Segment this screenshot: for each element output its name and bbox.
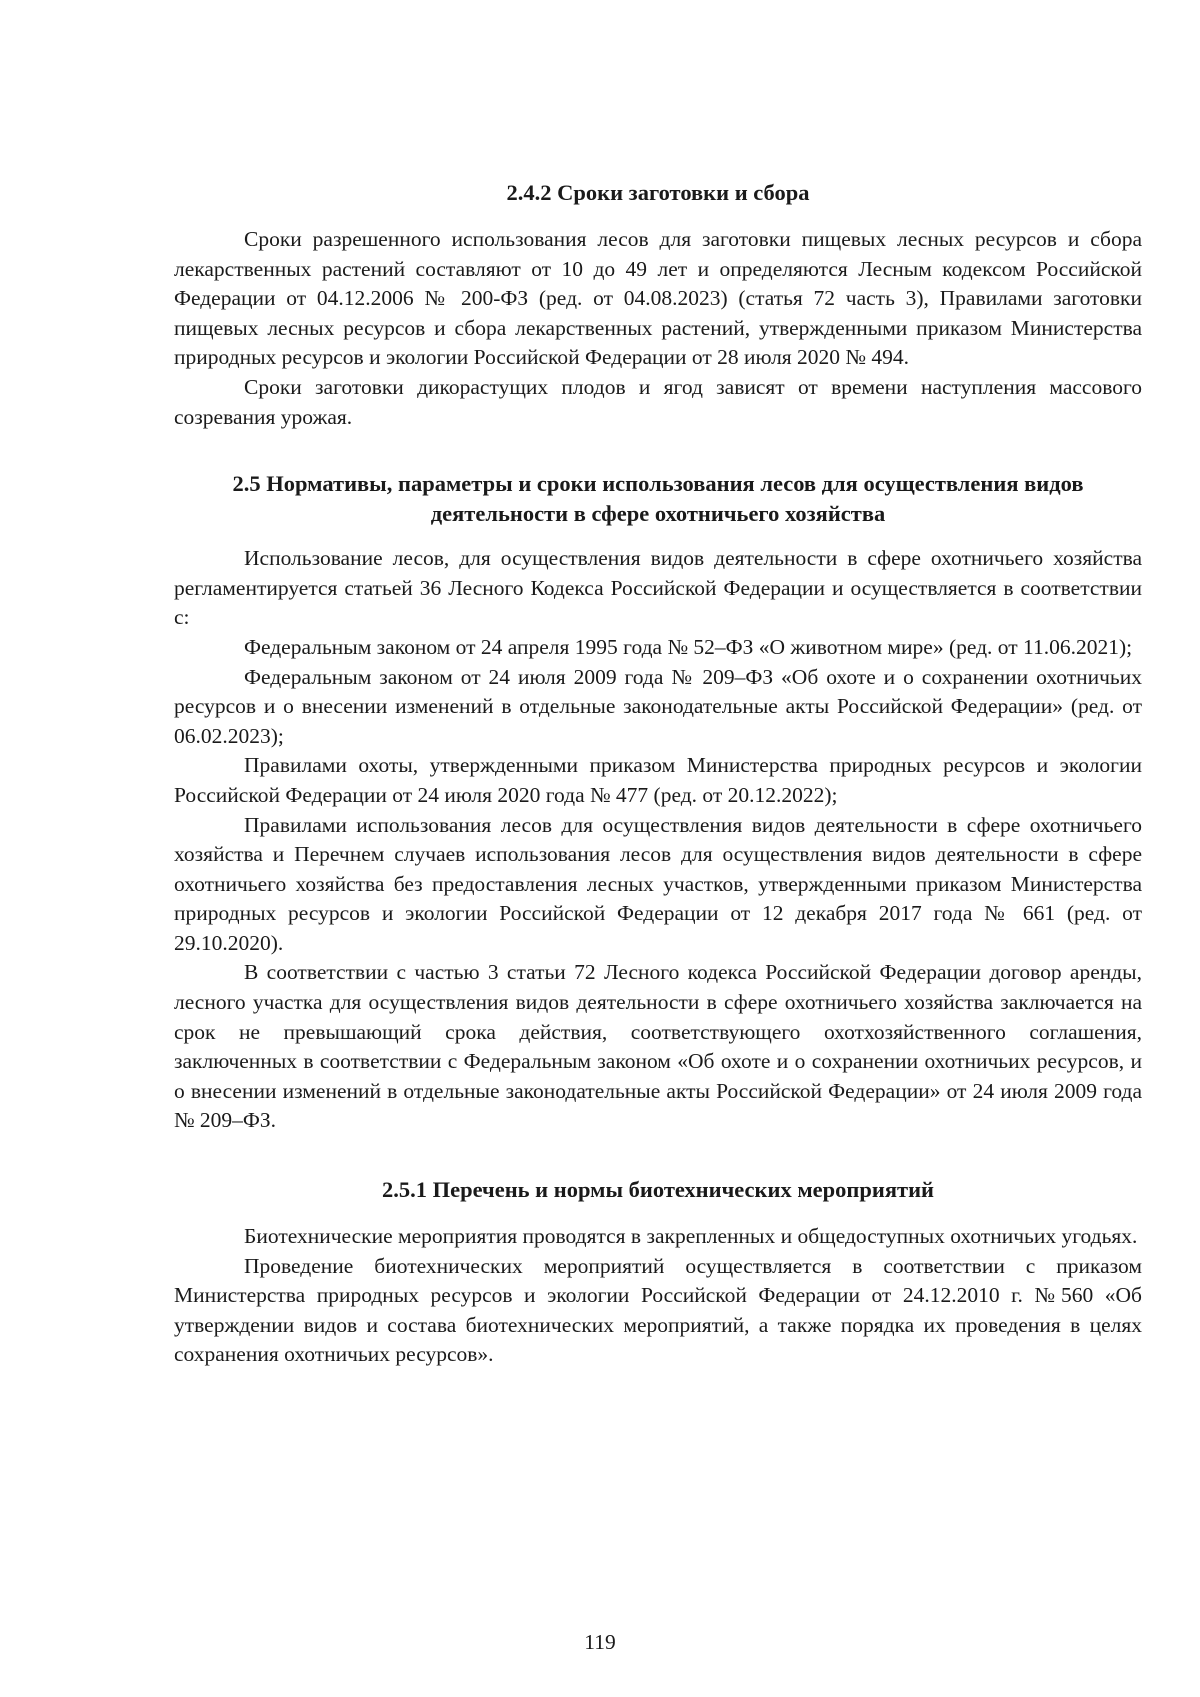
section-2-4-2-heading: 2.4.2 Сроки заготовки и сбора bbox=[506, 180, 810, 205]
section-2-5-1-paragraph-2: Проведение биотехнических мероприятий осуществляется в соответствии с приказом Министерства природных ресурсов и экологии Российской Федерации от 24.12.2010 г. №560 «Об утверждении видов и состава биотехнических мероприятий, а также порядка их проведения в целях сохранения охотничьих ресурсов». bbox=[174, 1253, 1142, 1367]
section-2-5-heading bbox=[174, 469, 1142, 529]
section-2-5-heading-line-2: деятельности в сфере охотничьего хозяйства bbox=[430, 501, 886, 527]
section-2-5-paragraph-2: Федеральным законом от 24 апреля 1995 года № 52–ФЗ «О животном мире» (ред. от 11.06.2021); bbox=[244, 634, 1133, 659]
document-page bbox=[174, 178, 1142, 1370]
section-2-5-paragraph-4: Правилами охоты, утвержденными приказом Министерства природных ресурсов и экологии Российской Федерации от 24 июля 2020 года № 477 (ред. от 20.12.2022); bbox=[174, 753, 1142, 807]
section-2-5-paragraph-3: Федеральным законом от 24 июля 2009 года № 209–ФЗ «Об охоте и о сохранении охотничьих ресурсов и о внесении изменений в отдельные законодательные акты Российской Федерации» (ред. от 06.02.2023); bbox=[174, 664, 1142, 748]
section-2-5-paragraph-6: В соответствии с частью 3 статьи 72 Лесного кодекса Российской Федерации договор аренды, лесного участка для осуществления видов деятельности в сфере охотничьего хозяйства заключается на срок не превышающий срока действия, соответствующего охотхозяйственного соглашения, заключенных в соответствии с Федеральным законом «Об охоте и о сохранении охотничьих ресурсов, и о внесении изменений в отдельные законодательные акты Российской Федерации» от 24 июля 2009 года № 209–ФЗ. bbox=[174, 960, 1142, 1133]
section-2-4-2-paragraph-2: Сроки заготовки дикорастущих плодов и ягод зависят от времени наступления массового созревания урожая. bbox=[174, 374, 1142, 429]
section-2-5-paragraph-1: Использование лесов, для осуществления видов деятельности в сфере охотничьего хозяйства регламентируется статьей 36 Лесного Кодекса Российской Федерации и осуществляется в соответствии с: bbox=[174, 546, 1142, 630]
section-2-5-paragraph-5: Правилами использования лесов для осуществления видов деятельности в сфере охотничьего хозяйства и Перечнем случаев использования лесов для осуществления видов деятельности в сфере охотничьего хозяйства без предоставления лесных участков, утвержденными приказом Министерства природных ресурсов и экологии Российской Федерации от 12 декабря 2017 года № 661 (ред. от 29.10.2020). bbox=[174, 812, 1142, 955]
section-2-5-heading-line-1: 2.5 Нормативы, параметры и сроки использования лесов для осуществления видов bbox=[232, 471, 1084, 497]
section-2-5-1-heading: 2.5.1 Перечень и нормы биотехнических мероприятий bbox=[381, 1177, 935, 1203]
section-2-5-1-paragraph-1: Биотехнические мероприятия проводятся в закрепленных и общедоступных охотничьих угодьях. bbox=[244, 1224, 1138, 1249]
page-number: 119 bbox=[584, 1630, 616, 1654]
section-2-4-2-paragraph-1: Сроки разрешенного использования лесов для заготовки пищевых лесных ресурсов и сбора лекарственных растений составляют от 10 до 49 лет и определяются Лесным кодексом Российской Федерации от 04.12.2006 № 200-ФЗ (ред. от 04.08.2023) (статья 72 часть 3), Правилами заготовки пищевых лесных ресурсов и сбора лекарственных растений, утвержденными приказом Министерства природных ресурсов и экологии Российской Федерации от 28 июля 2020 № 494. bbox=[174, 227, 1142, 370]
